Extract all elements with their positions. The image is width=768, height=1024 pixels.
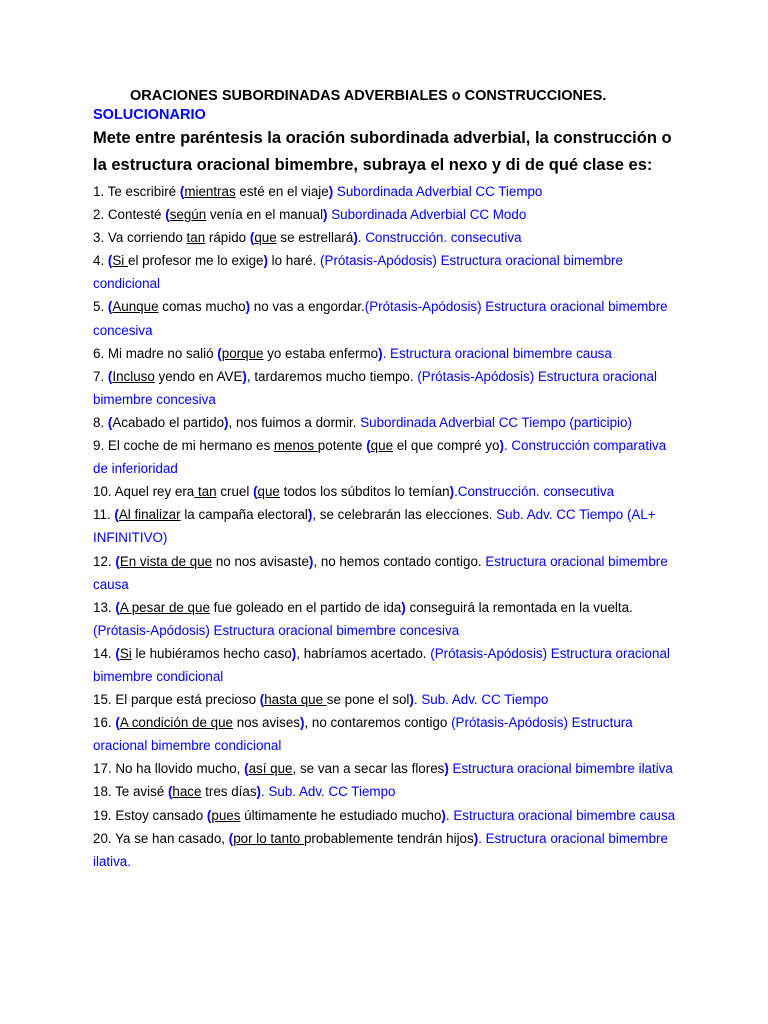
- sentence-text: , nos fuimos a dormir.: [228, 414, 361, 430]
- sentence-text: 15. El parque está precioso: [93, 692, 260, 708]
- sentence-text: lo haré.: [267, 253, 321, 269]
- exercise-item: [93, 203, 683, 226]
- answer-classification: Estructura oracional bimembre causa: [93, 553, 668, 592]
- parenthesis: (: [115, 645, 120, 661]
- nexo-underlined: tan: [186, 230, 206, 246]
- sentence-text: , tardaremos mucho tiempo.: [246, 368, 418, 384]
- parenthesis: (: [228, 830, 234, 846]
- sentence-text: todos los súbditos lo temían: [279, 484, 450, 500]
- answer-classification: Subordinada Adverbial CC Tiempo (participio): [360, 414, 632, 430]
- sentence-text: la campaña electoral: [180, 507, 308, 523]
- answer-classification: Estructura oracional bimembre ilativa: [448, 761, 673, 777]
- sentence-text: se pone el sol: [326, 692, 410, 708]
- exercise-item: [93, 180, 683, 203]
- sentence-text: 7.: [93, 368, 108, 384]
- sentence-text: 9. El coche de mi hermano es: [93, 438, 274, 454]
- nexo-underlined: tan: [194, 484, 217, 500]
- sentence-text: yo estaba enfermo: [263, 345, 379, 361]
- answer-classification: (Prótasis-Apódosis) Estructura oracional bimembre concesiva: [93, 299, 668, 338]
- parenthesis: ): [499, 438, 504, 454]
- parenthesis: (: [107, 253, 113, 269]
- sentence-text: el profesor me lo exige: [128, 253, 264, 269]
- nexo-underlined: que: [257, 484, 280, 500]
- parenthesis: ): [409, 692, 414, 708]
- parenthesis: (: [115, 553, 120, 569]
- sentence-text: 3. Va corriendo: [93, 230, 187, 246]
- nexo-underlined: A condición de que: [119, 715, 233, 731]
- nexo-underlined: menos: [273, 438, 318, 454]
- parenthesis: ): [242, 368, 247, 384]
- answer-classification: . Construcción. consecutiva: [357, 230, 522, 246]
- parenthesis: ): [307, 507, 313, 523]
- parenthesis: ): [444, 761, 449, 777]
- parenthesis: (: [259, 692, 265, 708]
- exercise-item: [93, 642, 683, 688]
- exercise-item: [93, 503, 683, 549]
- sentence-text: se estrellará: [276, 230, 354, 246]
- sentence-text: , habríamos acertado.: [296, 645, 431, 661]
- parenthesis: (: [107, 414, 113, 430]
- exercise-item: [93, 596, 683, 642]
- sentence-text: 5.: [93, 299, 108, 315]
- parenthesis: ): [449, 484, 455, 500]
- nexo-underlined: hasta que: [264, 692, 327, 708]
- exercise-item: [93, 780, 683, 803]
- answer-classification: (Prótasis-Apódosis) Estructura oracional bimembre condicional: [93, 645, 670, 684]
- parenthesis: (: [114, 507, 119, 523]
- sentence-text: 12.: [93, 553, 116, 569]
- parenthesis: (: [206, 807, 212, 823]
- answer-classification: .Construcción. consecutiva: [454, 484, 615, 500]
- parenthesis: (: [115, 599, 120, 615]
- sentence-text: no vas a engordar.: [250, 299, 365, 315]
- nexo-underlined: hace: [172, 784, 202, 800]
- exercise-item: [93, 688, 683, 711]
- answer-classification: (Prótasis-Apódosis) Estructura oracional bimembre concesiva: [93, 622, 460, 638]
- answer-classification: Subordinada Adverbial CC Modo: [327, 207, 527, 223]
- nexo-underlined: Aunque: [112, 299, 159, 315]
- sentence-text: 10. Aquel rey era: [93, 484, 195, 500]
- sentence-text: conseguirá la remontada en la vuelta.: [405, 599, 633, 615]
- answer-classification: . Estructura oracional bimembre causa: [445, 807, 676, 823]
- nexo-underlined: que: [254, 230, 277, 246]
- sentence-text: rápido: [205, 230, 250, 246]
- nexo-underlined: que: [370, 438, 394, 454]
- sentence-text: , no contaremos contigo: [304, 715, 452, 731]
- parenthesis: ): [263, 253, 268, 269]
- sentence-text: 19. Estoy cansado: [93, 807, 207, 823]
- answer-classification: . Construcción comparativa de inferioridad: [93, 438, 667, 477]
- answer-classification: . Sub. Adv. CC Tiempo: [413, 692, 549, 708]
- answer-classification: (Prótasis-Apódosis) Estructura oracional bimembre condicional: [93, 253, 623, 292]
- parenthesis: (: [244, 761, 249, 777]
- parenthesis: ): [328, 184, 334, 199]
- parenthesis: (: [253, 484, 258, 500]
- nexo-underlined: por lo tanto: [233, 830, 304, 846]
- parenthesis: ): [299, 715, 305, 731]
- parenthesis: ): [441, 807, 446, 823]
- sentence-text: le hubiéramos hecho caso: [131, 645, 292, 661]
- sentence-text: fue goleado en el partido de ida: [209, 599, 402, 615]
- exercise-item: [93, 550, 683, 596]
- exercise-item: [93, 365, 683, 411]
- answer-classification: (Prótasis-Apódosis) Estructura oracional bimembre condicional: [93, 715, 633, 754]
- instructions: Mete entre paréntesis la oración subordinada adverbial, la construcción o la estructura oracional bimembre, subraya el nexo y di de qué clase es:: [93, 129, 672, 174]
- sentence-text: 4.: [93, 253, 108, 269]
- exercise-item: [93, 249, 683, 295]
- sentence-text: no nos avisaste: [212, 553, 309, 569]
- exercise-item: [93, 434, 683, 480]
- nexo-underlined: Si: [119, 645, 132, 661]
- nexo-underlined: según: [169, 207, 207, 223]
- answer-classification: . Estructura oracional bimembre ilativa.: [93, 830, 668, 869]
- parenthesis: (: [107, 299, 113, 315]
- sentence-text: 6. Mi madre no salió: [93, 345, 218, 361]
- sentence-text: 18. Te avisé: [93, 784, 168, 800]
- parenthesis: (: [167, 784, 173, 800]
- solucionario-heading: SOLUCIONARIO: [93, 107, 206, 123]
- parenthesis: ): [323, 207, 328, 223]
- sentence-text: 14.: [93, 645, 116, 661]
- parenthesis: (: [165, 207, 170, 223]
- nexo-underlined: En vista de que: [119, 553, 213, 569]
- answer-classification: Subordinada Adverbial CC Tiempo: [333, 184, 543, 199]
- exercise-item: [93, 480, 683, 503]
- sentence-text: Acabado el partido: [112, 414, 225, 430]
- nexo-underlined: A pesar de que: [119, 599, 210, 615]
- sentence-text: 16.: [93, 715, 116, 731]
- parenthesis: (: [115, 715, 120, 731]
- parenthesis: ): [378, 345, 383, 361]
- parenthesis: ): [291, 645, 297, 661]
- parenthesis: (: [249, 230, 255, 246]
- sentence-text: 20. Ya se han casado,: [93, 830, 229, 846]
- parenthesis: (: [179, 184, 185, 199]
- nexo-underlined: Si: [112, 253, 128, 269]
- sentence-text: comas mucho: [158, 299, 246, 315]
- parenthesis: ): [308, 553, 314, 569]
- parenthesis: ): [353, 230, 358, 246]
- parenthesis: ): [224, 414, 229, 430]
- exercise-item: [93, 342, 683, 365]
- sentence-text: probablemente tendrán hijos: [303, 830, 474, 846]
- sentence-text: últimamente he estudiado mucho: [240, 807, 442, 823]
- answer-classification: . Estructura oracional bimembre causa: [382, 345, 612, 361]
- parenthesis: (: [366, 438, 371, 454]
- answer-classification: . Sub. Adv. CC Tiempo: [261, 784, 396, 800]
- exercise-item: [93, 757, 683, 780]
- sentence-text: 1. Te escribiré: [93, 184, 180, 199]
- parenthesis: ): [401, 599, 406, 615]
- sentence-text: yendo en AVE: [154, 368, 243, 384]
- exercise-list: [93, 180, 683, 873]
- nexo-underlined: mientras: [184, 184, 236, 199]
- nexo-underlined: pues: [211, 807, 241, 823]
- sentence-text: , no hemos contado contigo.: [313, 553, 486, 569]
- sentence-text: , se van a secar las flores: [292, 761, 445, 777]
- exercise-item: [93, 711, 683, 757]
- sentence-text: venía en el manual: [206, 207, 324, 223]
- nexo-underlined: porque: [221, 345, 264, 361]
- document-title: ORACIONES SUBORDINADAS ADVERBIALES o CONSTRUCCIONES.: [130, 88, 607, 104]
- sentence-text: 13.: [93, 599, 116, 615]
- nexo-underlined: Incluso: [112, 368, 155, 384]
- sentence-text: 17. No ha llovido mucho,: [93, 761, 245, 777]
- answer-classification: Sub. Adv. CC Tiempo (AL+ INFINITIVO): [93, 507, 656, 546]
- parenthesis: ): [245, 299, 251, 315]
- sentence-text: nos avises: [232, 715, 300, 731]
- exercise-item: [93, 411, 683, 434]
- parenthesis: (: [107, 368, 113, 384]
- exercise-item: [93, 295, 683, 341]
- parenthesis: ): [256, 784, 261, 800]
- sentence-text: 2. Contesté: [93, 207, 166, 223]
- sentence-text: tres días: [201, 784, 257, 800]
- sentence-text: 8.: [93, 414, 108, 430]
- nexo-underlined: Al finalizar: [118, 507, 181, 523]
- exercise-item: [93, 804, 683, 827]
- nexo-underlined: así que: [248, 761, 293, 777]
- document-page: [93, 86, 683, 873]
- sentence-text: potente: [317, 438, 367, 454]
- parenthesis: (: [217, 345, 222, 361]
- sentence-text: , se celebrarán las elecciones.: [312, 507, 497, 523]
- sentence-text: el que compré yo: [393, 438, 500, 454]
- answer-classification: (Prótasis-Apódosis) Estructura oracional bimembre concesiva: [93, 368, 657, 407]
- sentence-text: esté en el viaje: [235, 184, 329, 199]
- parenthesis: ): [473, 830, 479, 846]
- sentence-text: 11.: [93, 507, 115, 523]
- sentence-text: cruel: [216, 484, 254, 500]
- exercise-item: [93, 226, 683, 249]
- exercise-item: [93, 827, 683, 873]
